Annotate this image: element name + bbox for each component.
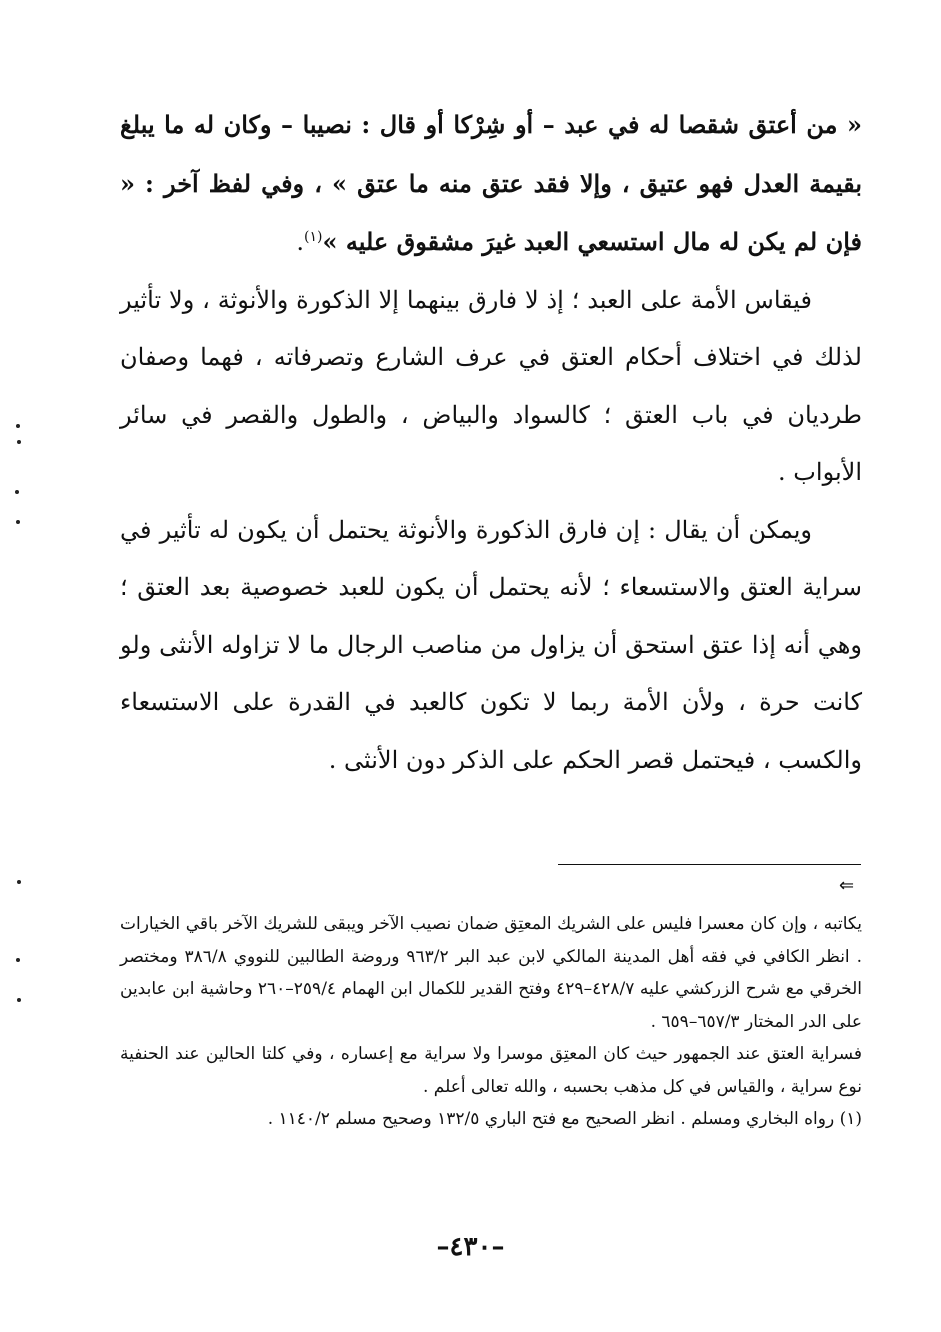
paragraph-analogy: فيقاس الأمة على العبد ؛ إذ لا فارق بينهما إلا الذكورة والأنوثة ، ولا تأثير لذلك في اختلاف أحكام العتق في عرف الشارع وتصرفاته ، فهما وصفان طرديان في باب العتق ؛ كالسواد والبياض ، والطول والقصر في سائر الأبواب .	[120, 285, 862, 486]
hadith-paragraph	[120, 96, 862, 272]
continuation-arrow-icon: ⇐	[839, 875, 855, 896]
scan-mark	[17, 880, 21, 884]
scan-mark	[17, 440, 21, 444]
quote-end: .	[296, 228, 305, 256]
footnote-separator	[558, 864, 861, 865]
page-number: –٤٣٠–	[436, 1232, 505, 1262]
footnote-ref-1[interactable]: (١)	[304, 229, 323, 245]
scan-mark	[15, 490, 19, 494]
paragraph-objection: ويمكن أن يقال : إن فارق الذكورة والأنوثة يحتمل أن يكون له تأثير في سراية العتق والاستسعاء ؛ لأنه يحتمل أن يكون للعبد خصوصية بعد العتق ؛ وهي أنه إذا عتق استحق أن يزاول من مناصب الرجال ما لا تزاوله الأنثى ولو كانت حرة ، ولأن الأمة ربما لا تكون كالعبد في القدرة على الاستسعاء والكسب ، فيحتمل قصر الحكم على الذكر دون الأنثى .	[120, 515, 862, 774]
main-text	[120, 96, 862, 789]
scan-mark	[16, 424, 20, 428]
scan-mark	[16, 958, 20, 962]
footnote-continuation-2: فسراية العتق عند الجمهور حيث كان المعتِق موسرا ولا سراية مع إعساره ، وفي كلتا الحالين عند الحنفية نوع سراية ، والقياس في كل مذهب بحسبه ، والله تعالى أعلم .	[120, 1044, 862, 1097]
hadith-quote: « من أعتق شقصا له في عبد – أو شِرْكا أو قال : نصيبا – وكان له ما يبلغ بقيمة العدل فهو عتيق ، وإلا فقد عتق منه ما عتق » ، وفي لفظ آخر : « فإن لم يكن له مال استسعي العبد غيرَ مشقوق عليه »	[120, 110, 862, 256]
footnote-continuation: يكاتبه ، وإن كان معسرا فليس على الشريك المعتِق ضمان نصيب الآخر ويبقى للشريك الآخر باقي الخيارات . انظر الكافي في فقه أهل المدينة المالكي لابن عبد البر ٩٦٣/٢ وروضة الطالبين للنووي ٣٨٦/٨ ومختصر الخرقي مع شرح الزركشي عليه ٤٢٨/٧–٤٢٩ وفتح القدير للكمال ابن الهمام ٢٥٩/٤–٢٦٠ وحاشية ابن عابدين على الدر المختار ٦٥٧/٣–٦٥٩ .	[120, 914, 862, 1032]
footnote-1: (١) رواه البخاري ومسلم . انظر الصحيح مع فتح الباري ١٣٢/٥ وصحيح مسلم ١١٤٠/٢ .	[267, 1109, 862, 1129]
scan-mark	[17, 998, 21, 1002]
footnotes	[120, 908, 862, 1136]
scan-mark	[16, 520, 20, 524]
